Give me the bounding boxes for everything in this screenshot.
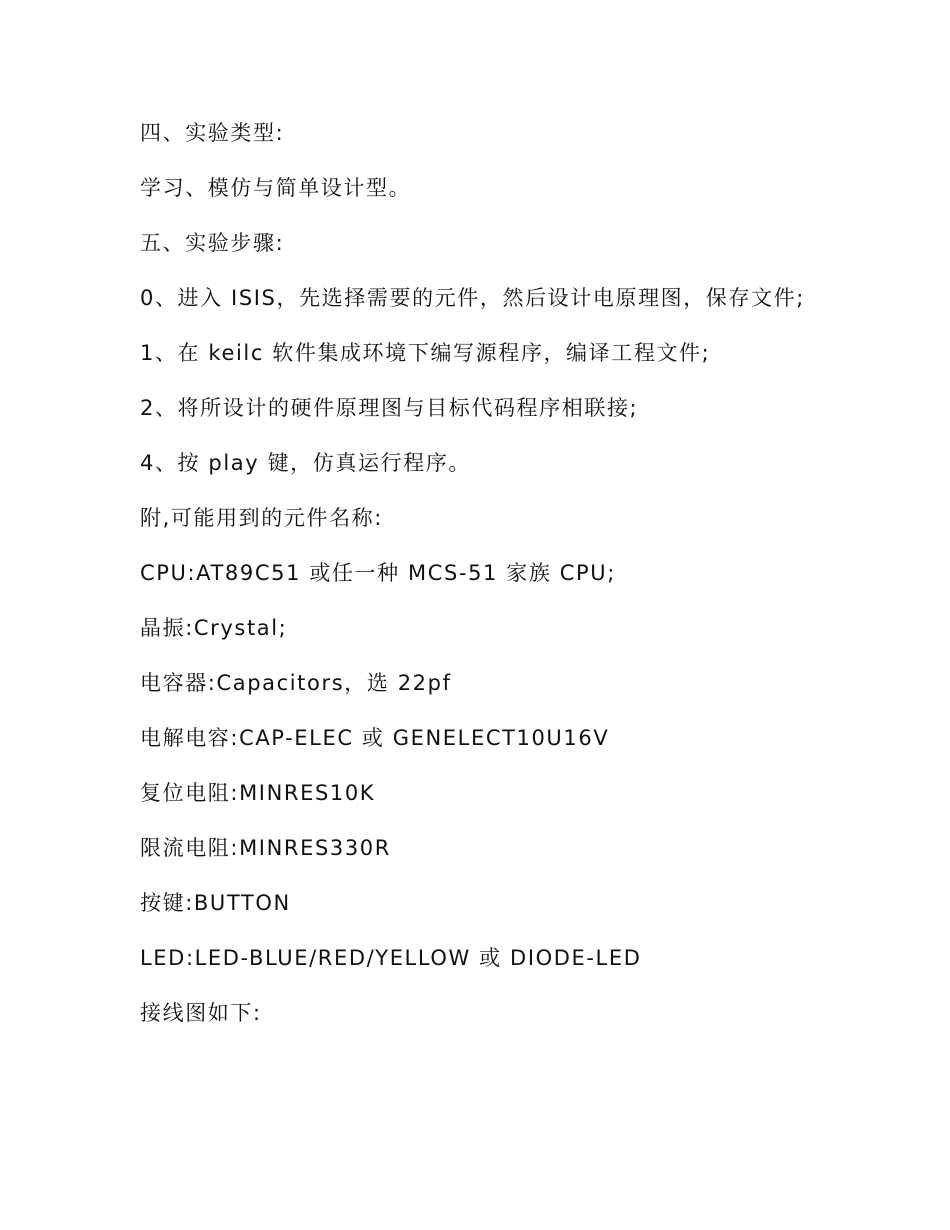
step-4: 4、按 play 键，仿真运行程序。 [140,451,471,475]
component-cpu: CPU:AT89C51 或任一种 MCS-51 家族 CPU; [140,561,616,585]
component-button: 按键:BUTTON [140,891,291,915]
section-heading-experiment-steps: 五、实验步骤: [140,231,285,255]
component-current-limit-resistor: 限流电阻:MINRES330R [140,836,391,860]
component-capacitor: 电容器:Capacitors，选 22pf [140,671,452,695]
component-led: LED:LED-BLUE/RED/YELLOW 或 DIODE-LED [140,946,642,970]
component-crystal: 晶振:Crystal; [140,616,288,640]
document-body [140,114,805,1049]
experiment-type-text: 学习、模仿与简单设计型。 [140,176,412,200]
component-electrolytic-capacitor: 电解电容:CAP-ELEC 或 GENELECT10U16V [140,726,610,750]
wiring-diagram-caption: 接线图如下: [140,1001,262,1025]
step-2: 2、将所设计的硬件原理图与目标代码程序相联接; [140,396,639,420]
step-0: 0、进入 ISIS，先选择需要的元件，然后设计电原理图，保存文件; [140,286,805,310]
section-heading-experiment-type: 四、实验类型: [140,121,285,145]
component-reset-resistor: 复位电阻:MINRES10K [140,781,376,805]
component-list-heading: 附,可能用到的元件名称: [140,506,383,530]
step-1: 1、在 keilc 软件集成环境下编写源程序，编译工程文件; [140,341,711,365]
